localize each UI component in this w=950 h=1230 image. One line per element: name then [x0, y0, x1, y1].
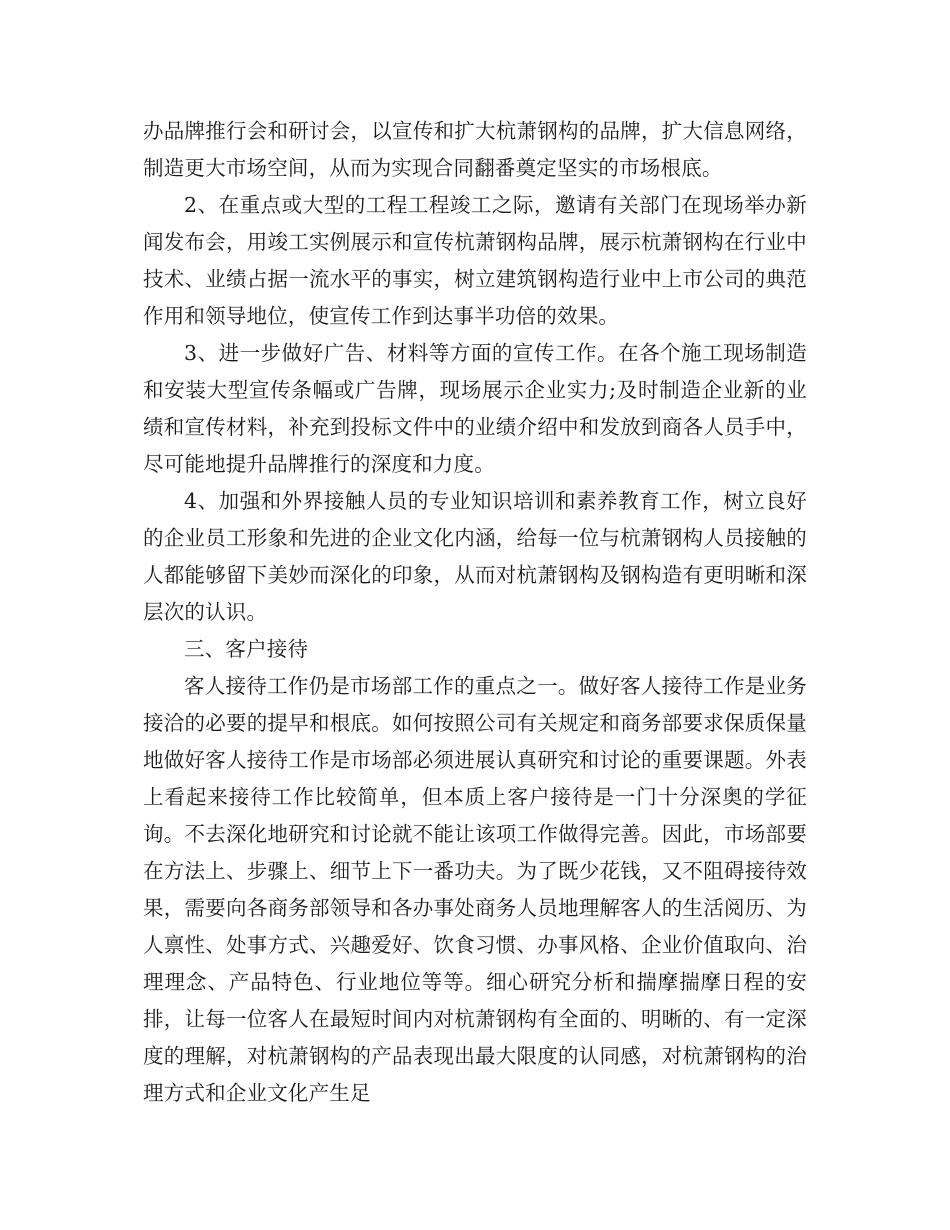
section-heading-client-reception: 三、客户接待: [184, 637, 309, 661]
paragraph-item-3-advertising: 3、进一步做好广告、材料等方面的宣传工作。在各个施工现场制造和安装大型宣传条幅或广告牌，现场展示企业实力;及时制造企业新的业绩和宣传材料，补充到投标文件中的业绩介绍中和发放到商各人员手中，尽可能地提升品牌推行的深度和力度。: [143, 341, 807, 476]
paragraph-item-4-staff-training: 4、加强和外界接触人员的专业知识培训和素养教育工作，树立良好的企业员工形象和先进的企业文化内涵，给每一位与杭萧钢构人员接触的人都能够留下美妙而深化的印象，从而对杭萧钢构及钢构造有更明晰和深层次的认识。: [143, 489, 807, 624]
paragraph-client-reception: 客人接待工作仍是市场部工作的重点之一。做好客人接待工作是业务接洽的必要的提早和根底。如何按照公司有关规定和商务部要求保质保量地做好客人接待工作是市场部必须进展认真研究和讨论的重要课题。外表上看起来接待工作比较简单，但本质上客户接待是一门十分深奥的学征询。不去深化地研究和讨论就不能让该项工作做得完善。因此，市场部要在方法上、步骤上、细节上下一番功夫。为了既少花钱，又不阻碍接待效果，需要向各商务部领导和各办事处商务人员地理解客人的生活阅历、为人禀性、处事方式、兴趣爱好、饮食习惯、办事风格、企业价值取向、治理理念、产品特色、行业地位等等。细心研究分析和揣摩揣摩日程的安排，让每一位客人在最短时间内对杭萧钢构有全面的、明晰的、有一定深度的理解，对杭萧钢构的产品表现出最大限度的认同感，对杭萧钢构的治理方式和企业文化产生足: [143, 674, 807, 1105]
paragraph-brand-promotion-continued: 办品牌推行会和研讨会，以宣传和扩大杭萧钢构的品牌，扩大信息网络，制造更大市场空间，从而为实现合同翻番奠定坚实的市场根底。: [143, 119, 807, 180]
document-body: [143, 113, 807, 1112]
paragraph-item-2-press-conference: 2、在重点或大型的工程工程竣工之际，邀请有关部门在现场举办新闻发布会，用竣工实例展示和宣传杭萧钢构品牌，展示杭萧钢构在行业中技术、业绩占据一流水平的事实，树立建筑钢构造行业中上市公司的典范作用和领导地位，使宣传工作到达事半功倍的效果。: [143, 193, 807, 328]
